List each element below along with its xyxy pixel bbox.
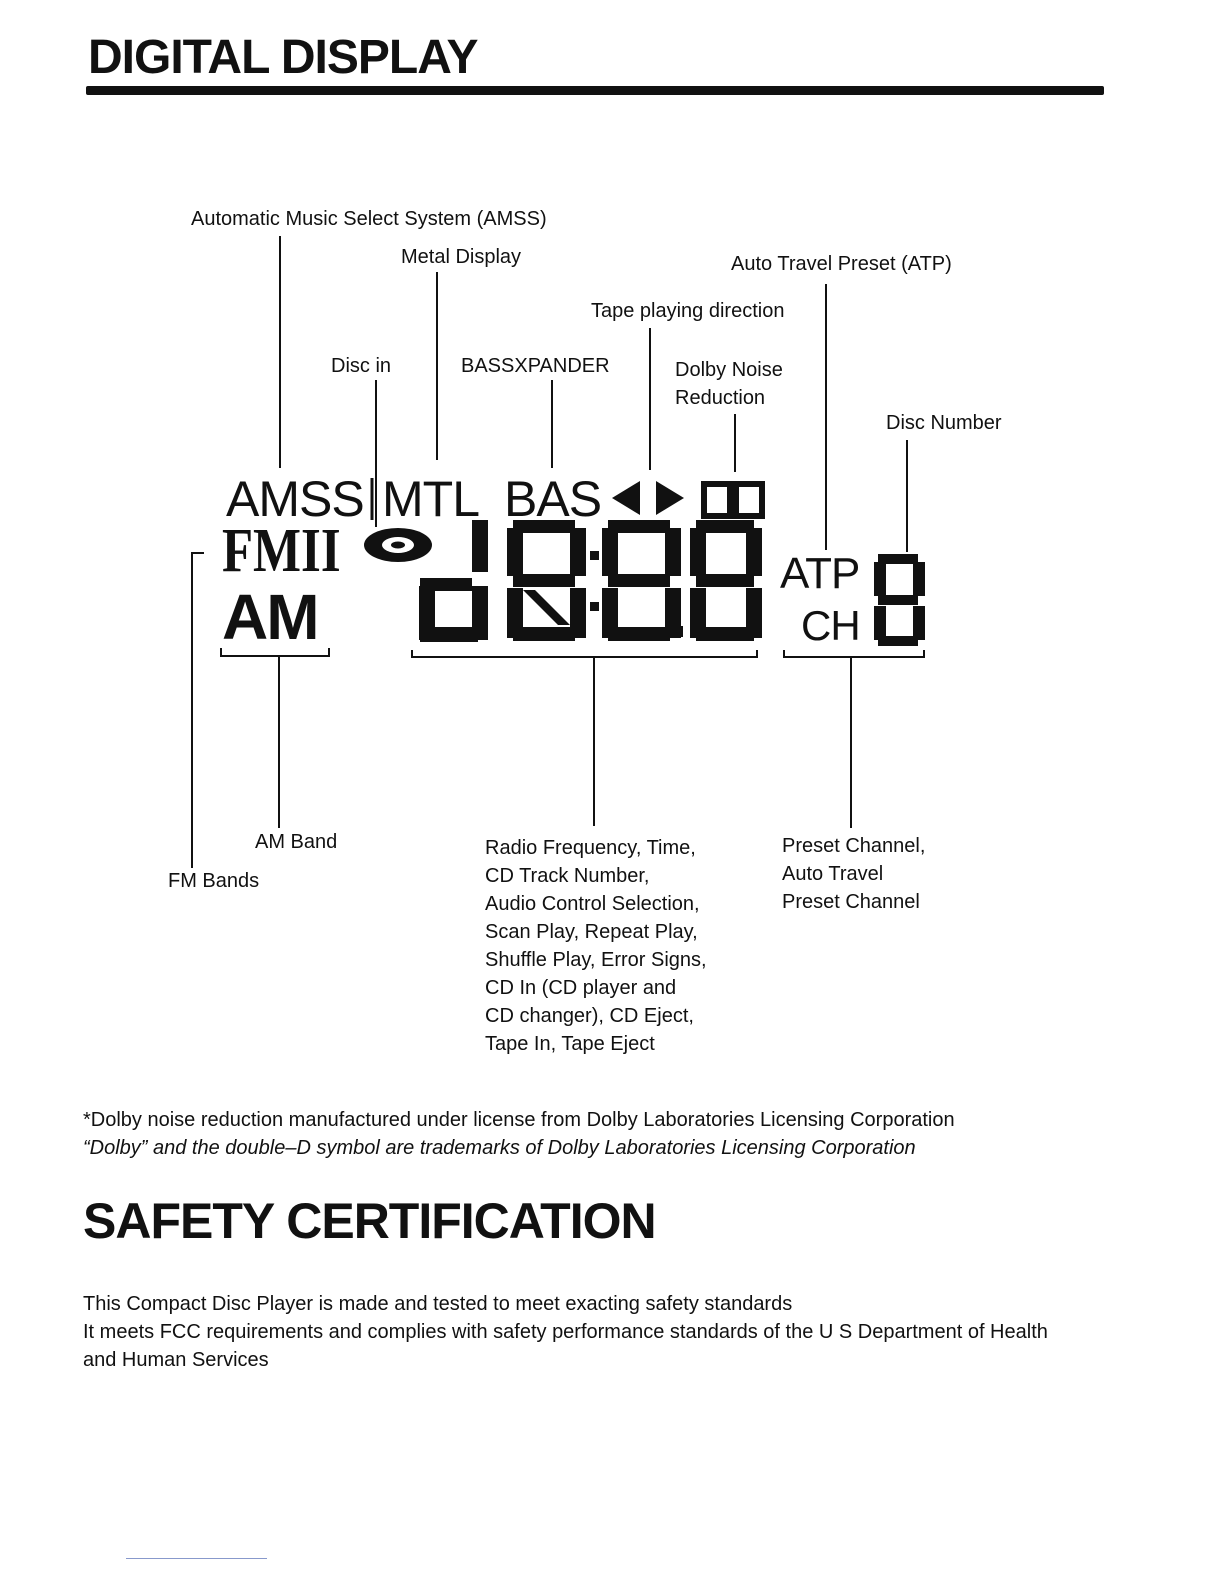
- lcd-mtl: MTL: [382, 471, 479, 527]
- colon-dot-bottom: [590, 602, 599, 611]
- label-main-digits: [485, 834, 707, 1058]
- label-dolby: [675, 356, 783, 412]
- label-line: Preset Channel: [782, 891, 920, 913]
- label-disc-in: Disc in: [331, 355, 392, 377]
- trademark-line: *Dolby noise reduction manufactured under license from Dolby Laboratories Licensing Corporation: [83, 1109, 955, 1131]
- safety-line: This Compact Disc Player is made and tested to meet exacting safety standards: [83, 1293, 793, 1315]
- safety-text: [83, 1290, 1048, 1374]
- trademark-line: “Dolby” and the double–D symbol are trademarks of Dolby Laboratories Licensing Corporation: [83, 1137, 916, 1159]
- label-atp: Auto Travel Preset (ATP): [731, 253, 952, 275]
- lcd-am: AM: [222, 581, 318, 653]
- decimal-dot: [672, 626, 683, 637]
- lcd-ch: CH: [801, 602, 860, 649]
- safety-line: and Human Services: [83, 1349, 269, 1371]
- footer-rule: [126, 1558, 267, 1559]
- label-amss: Automatic Music Select System (AMSS): [191, 208, 547, 230]
- label-line: Auto Travel: [782, 863, 884, 885]
- safety-heading: SAFETY CERTIFICATION: [83, 1193, 656, 1249]
- label-line: Tape In, Tape Eject: [485, 1033, 655, 1055]
- label-line: Scan Play, Repeat Play,: [485, 921, 698, 943]
- disc-icon: [364, 528, 432, 562]
- lcd-bas: BAS: [504, 471, 602, 527]
- label-line: CD In (CD player and: [485, 977, 677, 999]
- label-line: CD changer), CD Eject,: [485, 1005, 694, 1027]
- label-tape-direction: Tape playing direction: [591, 300, 785, 322]
- label-line: CD Track Number,: [485, 865, 650, 887]
- label-line: Shuffle Play, Error Signs,: [485, 949, 707, 971]
- label-metal-display: Metal Display: [401, 246, 522, 268]
- lcd-fmii: FMII: [222, 517, 341, 585]
- digit-d: [419, 520, 488, 642]
- label-disc-number: Disc Number: [886, 412, 1002, 434]
- digit-hundreds: [507, 520, 586, 641]
- label-line: Radio Frequency, Time,: [485, 837, 696, 859]
- page-title: DIGITAL DISPLAY: [88, 31, 478, 84]
- digit-tens: [602, 520, 681, 641]
- digit-ones: [690, 520, 762, 641]
- lcd-atp: ATP: [780, 549, 860, 598]
- label-dolby-line: Reduction: [675, 387, 766, 409]
- safety-line: It meets FCC requirements and complies with safety performance standards of the U S Department of Health: [83, 1321, 1048, 1343]
- main-digits: [419, 520, 762, 642]
- label-fm-bands: FM Bands: [168, 870, 260, 892]
- disc-number-digit: [874, 554, 925, 646]
- dolby-icon: [704, 484, 762, 516]
- label-am-band: AM Band: [255, 831, 338, 853]
- tape-direction-icon: [612, 481, 684, 515]
- label-preset-channel: [782, 832, 925, 916]
- colon-dot-top: [590, 551, 599, 560]
- trademark-notice: [83, 1106, 955, 1162]
- label-line: Audio Control Selection,: [485, 893, 700, 915]
- label-line: Preset Channel,: [782, 835, 926, 857]
- lcd-amss: AMSS: [226, 471, 364, 527]
- label-bassxpander: BASSXPANDER: [461, 355, 610, 377]
- label-dolby-line: Dolby Noise: [675, 359, 783, 381]
